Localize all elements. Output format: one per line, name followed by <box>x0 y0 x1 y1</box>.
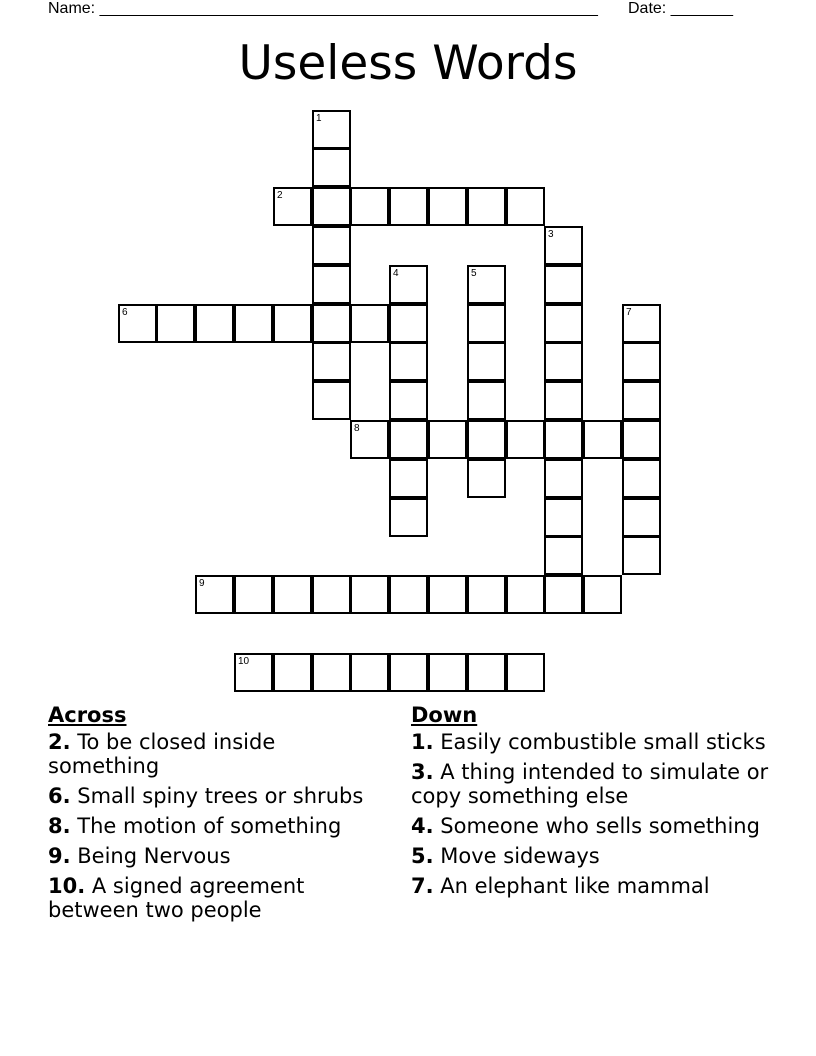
clue-number: 3 <box>548 229 554 240</box>
clue-text: Someone who sells something <box>433 814 760 838</box>
clue-number: 6. <box>48 784 71 808</box>
grid-cell[interactable] <box>156 304 195 343</box>
grid-cell[interactable] <box>622 459 661 498</box>
down-clue <box>411 730 776 754</box>
grid-cell[interactable] <box>389 381 428 420</box>
grid-cell[interactable] <box>312 110 351 149</box>
grid-cell[interactable] <box>428 187 467 226</box>
grid-cell[interactable] <box>312 265 351 304</box>
grid-cell[interactable] <box>350 187 389 226</box>
clue-text: An elephant like mammal <box>433 874 710 898</box>
grid-cell[interactable] <box>544 381 583 420</box>
grid-cell[interactable] <box>312 226 351 265</box>
grid-cell[interactable] <box>312 187 351 226</box>
grid-cell[interactable] <box>273 304 312 343</box>
clue-number: 5 <box>471 268 477 279</box>
grid-cell[interactable] <box>312 304 351 343</box>
grid-cell[interactable] <box>467 459 506 498</box>
grid-cell[interactable] <box>350 304 389 343</box>
grid-cell[interactable] <box>389 187 428 226</box>
grid-cell[interactable] <box>234 653 273 692</box>
grid-cell[interactable] <box>389 304 428 343</box>
grid-cell[interactable] <box>312 653 351 692</box>
clue-number: 5. <box>411 844 434 868</box>
grid-cell[interactable] <box>350 575 389 614</box>
grid-cell[interactable] <box>389 342 428 381</box>
down-clues <box>411 702 776 904</box>
grid-cell[interactable] <box>467 420 506 459</box>
clue-text: To be closed inside something <box>48 730 276 778</box>
grid-cell[interactable] <box>506 420 545 459</box>
down-clue <box>411 814 776 838</box>
across-clues <box>48 702 393 928</box>
grid-cell[interactable] <box>544 575 583 614</box>
down-clue <box>411 844 776 868</box>
grid-cell[interactable] <box>583 575 622 614</box>
grid-cell[interactable] <box>312 148 351 187</box>
grid-cell[interactable] <box>389 498 428 537</box>
grid-cell[interactable] <box>544 265 583 304</box>
clue-text: The motion of something <box>70 814 342 838</box>
grid-cell[interactable] <box>622 304 661 343</box>
page-title: Useless Words <box>238 36 578 91</box>
grid-cell[interactable] <box>234 304 273 343</box>
grid-cell[interactable] <box>467 653 506 692</box>
clue-number: 3. <box>411 760 434 784</box>
clue-number: 2 <box>277 190 283 201</box>
clue-number: 9 <box>199 578 205 589</box>
clue-number: 10. <box>48 874 86 898</box>
grid-cell[interactable] <box>467 381 506 420</box>
across-clue <box>48 874 393 922</box>
grid-cell[interactable] <box>583 420 622 459</box>
grid-cell[interactable] <box>544 226 583 265</box>
grid-cell[interactable] <box>428 420 467 459</box>
clue-text: A thing intended to simulate or copy something else <box>411 760 769 808</box>
grid-cell[interactable] <box>195 304 234 343</box>
grid-cell[interactable] <box>234 575 273 614</box>
across-clue <box>48 730 393 778</box>
grid-cell[interactable] <box>389 459 428 498</box>
down-clue <box>411 760 776 808</box>
grid-cell[interactable] <box>389 420 428 459</box>
clue-text: Being Nervous <box>70 844 231 868</box>
grid-cell[interactable] <box>273 575 312 614</box>
grid-cell[interactable] <box>622 420 661 459</box>
clue-number: 7 <box>626 307 632 318</box>
clue-number: 7. <box>411 874 434 898</box>
grid-cell[interactable] <box>389 575 428 614</box>
grid-cell[interactable] <box>622 342 661 381</box>
grid-cell[interactable] <box>506 187 545 226</box>
clue-number: 6 <box>122 307 128 318</box>
grid-cell[interactable] <box>273 653 312 692</box>
clue-number: 4 <box>393 268 399 279</box>
clue-number: 2. <box>48 730 71 754</box>
grid-cell[interactable] <box>273 187 312 226</box>
grid-cell[interactable] <box>428 575 467 614</box>
clue-number: 10 <box>238 656 250 667</box>
grid-cell[interactable] <box>312 575 351 614</box>
grid-cell[interactable] <box>428 653 467 692</box>
across-clue <box>48 844 393 868</box>
across-clue-list <box>48 730 393 922</box>
clue-text: Easily combustible small sticks <box>433 730 766 754</box>
grid-cell[interactable] <box>544 342 583 381</box>
grid-cell[interactable] <box>312 381 351 420</box>
clue-text: Move sideways <box>433 844 600 868</box>
grid-cell[interactable] <box>622 498 661 537</box>
clue-number: 1. <box>411 730 434 754</box>
grid-cell[interactable] <box>195 575 234 614</box>
across-clue <box>48 814 393 838</box>
grid-cell[interactable] <box>506 653 545 692</box>
grid-cell[interactable] <box>544 420 583 459</box>
grid-cell[interactable] <box>350 420 389 459</box>
grid-cell[interactable] <box>544 498 583 537</box>
grid-cell[interactable] <box>118 304 157 343</box>
grid-cell[interactable] <box>350 653 389 692</box>
date-field-label[interactable]: Date: _______ <box>628 0 733 17</box>
across-clue <box>48 784 393 808</box>
grid-cell[interactable] <box>467 265 506 304</box>
down-clue-list <box>411 730 776 898</box>
clue-text: A signed agreement between two people <box>48 874 305 922</box>
clue-number: 4. <box>411 814 434 838</box>
grid-cell[interactable] <box>467 304 506 343</box>
grid-cell[interactable] <box>389 265 428 304</box>
clue-number: 8 <box>354 423 360 434</box>
clue-number: 9. <box>48 844 71 868</box>
grid-cell[interactable] <box>506 575 545 614</box>
grid-cell[interactable] <box>467 342 506 381</box>
grid-cell[interactable] <box>467 575 506 614</box>
down-clue <box>411 874 776 898</box>
grid-cell[interactable] <box>622 536 661 575</box>
grid-cell[interactable] <box>467 187 506 226</box>
down-heading: Down <box>411 703 478 727</box>
grid-cell[interactable] <box>544 304 583 343</box>
grid-cell[interactable] <box>389 653 428 692</box>
clue-number: 1 <box>316 113 322 124</box>
clue-text: Small spiny trees or shrubs <box>70 784 364 808</box>
grid-cell[interactable] <box>544 536 583 575</box>
across-heading: Across <box>48 703 127 727</box>
grid-cell[interactable] <box>622 381 661 420</box>
grid-cell[interactable] <box>312 342 351 381</box>
name-field-label[interactable]: Name: ________________________________________________________ <box>48 0 598 17</box>
clue-number: 8. <box>48 814 71 838</box>
grid-cell[interactable] <box>544 459 583 498</box>
